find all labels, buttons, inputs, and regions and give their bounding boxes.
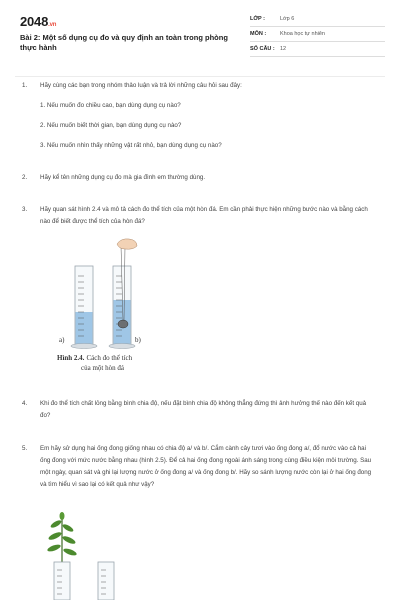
lesson-title: Bài 2: Một số dụng cụ đo và quy định an toàn trong phòng thực hành (20, 33, 228, 52)
meta-value: Khoa học tự nhiên (280, 31, 325, 37)
question-4 (22, 398, 372, 422)
meta-row-grade (250, 12, 385, 27)
header-divider (15, 76, 385, 77)
sub-question: 1. Nếu muốn đo chiều cao, bạn dùng dụng cụ nào? (40, 102, 181, 109)
site-logo[interactable] (20, 14, 56, 29)
question-2 (22, 172, 372, 184)
logo-suffix: .vn (48, 22, 57, 28)
meta-row-count (250, 42, 385, 57)
worksheet-header (0, 0, 400, 70)
meta-key: LỚP : (250, 16, 265, 22)
question-3 (22, 204, 372, 228)
graduated-cylinder-b (109, 246, 135, 349)
sub-question: 2. Nếu muốn biết thời gian, bạn dùng dụng cụ nào? (40, 122, 182, 129)
question-number: 5. (22, 445, 28, 452)
logo-text: 2048 (20, 14, 49, 29)
figure-caption: Hình 2.4. Cách đo thể tích (57, 354, 133, 362)
meta-key: SỐ CÂU : (250, 46, 275, 52)
question-text: Hãy kể tên những dụng cụ đo mà gia đình em thường dùng. (40, 174, 206, 181)
question-text: Hãy quan sát hình 2.4 và mô tả cách đo thể tích của một hòn đá. Em cần phải thực hiện những bước nào và bằng cách nào để biết được thể tích của hòn đá? (40, 206, 368, 225)
meta-table (250, 12, 385, 57)
figure-2-5 (40, 510, 140, 600)
question-text: Hãy cùng các bạn trong nhóm thảo luận và trả lời những câu hỏi sau đây: (40, 82, 242, 89)
sub-question: 3. Nếu muốn nhìn thấy những vật rất nhỏ, bạn dùng dụng cụ nào? (40, 142, 222, 149)
graduated-cylinder-a2 (54, 562, 70, 600)
question-5 (22, 443, 372, 491)
meta-row-subject (250, 27, 385, 42)
graduated-cylinder-a (71, 266, 97, 349)
question-text: Em hãy sử dụng hai ống đong giống nhau có chia độ a/ và b/. Cắm cành cây tươi vào ống đong a/, đổ nước vào cả hai ống đong với mức nước bằng nhau (hình 2.5). Để cả hai ống đong ngoài ánh sáng trong cùng điều kiện môi trường. Sau một ngày, quan sát và ghi lại lượng nước ở ống đong a/ và ống đong b/. Hãy so sánh lượng nước còn lại ở hai ống đong và tìm hiểu vì sao lại có kết quả như vậy? (40, 445, 372, 488)
meta-key: MÔN : (250, 31, 267, 37)
question-number: 4. (22, 400, 28, 407)
question-number: 1. (22, 82, 28, 89)
figure-caption-line2: của một hòn đá (81, 364, 124, 372)
figure-label-a: a) (59, 336, 65, 344)
graduated-cylinder-b2 (98, 562, 114, 600)
question-number: 3. (22, 206, 28, 213)
meta-value: 12 (280, 46, 287, 52)
question-number: 2. (22, 174, 28, 181)
question-text: Khi đo thể tích chất lỏng bằng bình chia độ, nếu đặt bình chia độ không thẳng đứng thì ảnh hưởng thế nào đến kết quả đo? (40, 400, 367, 419)
hand-illustration (117, 239, 137, 249)
question-1 (22, 80, 372, 152)
figure-2-4 (55, 236, 195, 376)
meta-value: Lớp 6 (280, 16, 295, 22)
figure-label-b: b) (135, 336, 141, 344)
